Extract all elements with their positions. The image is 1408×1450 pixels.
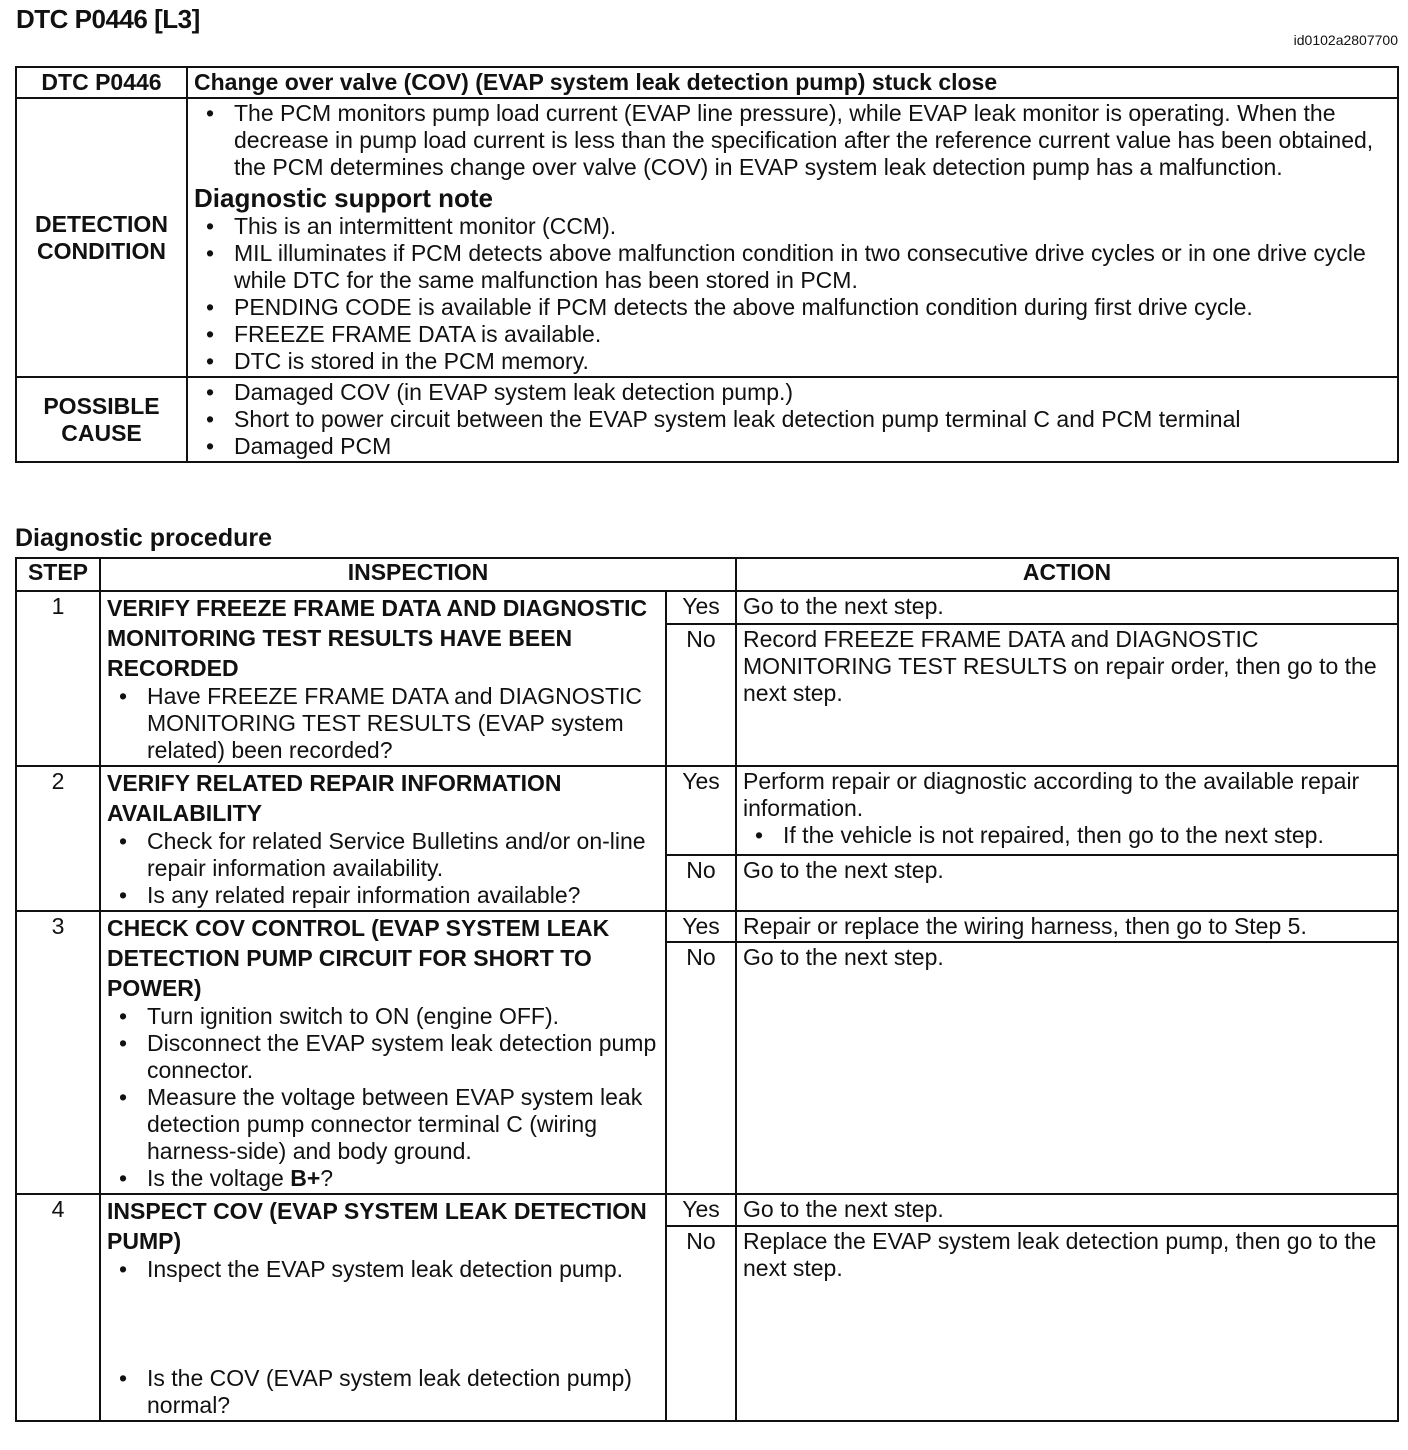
yes-action: Go to the next step. [736,1194,1398,1226]
support-bullet: • DTC is stored in the PCM memory. [194,348,1391,375]
support-bullet: • FREEZE FRAME DATA is available. [194,321,1391,348]
inspection-bullet: • Is any related repair information available? [107,882,659,909]
no-label: No [666,1226,736,1421]
step-number: 3 [16,911,100,1194]
step-number: 2 [16,766,100,911]
cause-label-line-2: CAUSE [61,419,142,446]
inspection-bullet: • Disconnect the EVAP system leak detection pump connector. [107,1030,659,1084]
inspection-bullet [107,1165,659,1192]
inspection-bullet: • Measure the voltage between EVAP system leak detection pump connector terminal C (wiring harness-side) and body ground. [107,1084,659,1165]
action-header: ACTION [736,558,1398,591]
inspection-title: INSPECT COV (EVAP SYSTEM LEAK DETECTION PUMP) [107,1198,647,1254]
possible-cause-content [187,377,1398,462]
dtc-title: Change over valve (COV) (EVAP system leak detection pump) stuck close [187,67,1398,98]
no-label: No [666,855,736,911]
no-action: Go to the next step. [736,855,1398,911]
step-inspection [100,1194,666,1421]
yes-label: Yes [666,591,736,624]
step-inspection [100,911,666,1194]
yes-action [736,766,1398,855]
possible-cause-label [16,377,187,462]
page-title: DTC P0446 [L3] [16,4,200,34]
no-action: Replace the EVAP system leak detection pump, then go to the next step. [736,1226,1398,1421]
voltage-value: B+ [290,1165,321,1191]
cause-bullet: • Short to power circuit between the EVAP system leak detection pump terminal C and PCM terminal [194,406,1391,433]
yes-label: Yes [666,911,736,942]
inspection-bullet: • Have FREEZE FRAME DATA and DIAGNOSTIC MONITORING TEST RESULTS (EVAP system related) been recorded? [107,683,659,764]
support-note-title: Diagnostic support note [194,183,493,213]
yes-action-bullet: • If the vehicle is not repaired, then go to the next step. [743,822,1391,849]
inspection-bullet: • Inspect the EVAP system leak detection pump. [107,1256,659,1283]
dtc-header-row [16,67,1398,98]
cause-label-line-1: POSSIBLE [43,392,160,419]
inspection-title: VERIFY FREEZE FRAME DATA AND DIAGNOSTIC MONITORING TEST RESULTS HAVE BEEN RECORDED [107,595,648,681]
detection-condition-label [16,98,187,377]
procedure-header-row [16,558,1398,591]
support-bullet: • PENDING CODE is available if PCM detects the above malfunction condition during first drive cycle. [194,294,1391,321]
possible-cause-row [16,377,1398,462]
diagnostic-procedure-title: Diagnostic procedure [15,524,272,552]
step-4-yes-row [16,1194,1398,1226]
detection-condition-row [16,98,1398,377]
yes-label: Yes [666,766,736,855]
support-bullet: • MIL illuminates if PCM detects above malfunction condition in two consecutive drive cycles or in one drive cycle while DTC for the same malfunction has been stored in PCM. [194,240,1391,294]
yes-action: Repair or replace the wiring harness, then go to Step 5. [736,911,1398,942]
inspection-bullet: • Check for related Service Bulletins and/or on-line repair information availability. [107,828,659,882]
dtc-summary-table [15,66,1399,463]
diagnostic-procedure-table [15,557,1399,1422]
no-action: Record FREEZE FRAME DATA and DIAGNOSTIC MONITORING TEST RESULTS on repair order, then go to the next step. [736,624,1398,766]
support-bullet: • This is an intermittent monitor (CCM). [194,213,1391,240]
detection-bullet: • The PCM monitors pump load current (EVAP line pressure), while EVAP leak monitor is operating. When the decrease in pump load current is less than the specification after the reference current value has been obtained, the PCM determines change over valve (COV) in EVAP system leak detection pump has a malfunction. [194,100,1391,181]
no-label: No [666,942,736,1194]
step-1-yes-row [16,591,1398,624]
step-inspection [100,591,666,766]
detection-label-line-2: CONDITION [36,237,167,264]
inspection-bullet: • Is the COV (EVAP system leak detection pump) normal? [107,1365,659,1419]
cause-bullet: • Damaged COV (in EVAP system leak detection pump.) [194,379,1391,406]
step-inspection [100,766,666,911]
inspection-header: INSPECTION [100,558,736,591]
no-label: No [666,624,736,766]
inspection-title: CHECK COV CONTROL (EVAP SYSTEM LEAK DETECTION PUMP CIRCUIT FOR SHORT TO POWER) [107,915,610,1001]
step-2-yes-row [16,766,1398,855]
yes-action: Go to the next step. [736,591,1398,624]
inspection-bullet: • Turn ignition switch to ON (engine OFF). [107,1003,659,1030]
yes-action-text: Perform repair or diagnostic according to the available repair information. [743,768,1360,821]
step-number: 4 [16,1194,100,1421]
step-number: 1 [16,591,100,766]
bullet-text: ? [320,1165,334,1191]
bullet-text: Is the voltage [147,1165,291,1191]
document-id: id0102a2807700 [1293,32,1398,48]
inspection-title: VERIFY RELATED REPAIR INFORMATION AVAILABILITY [107,770,562,826]
spacer [107,1283,659,1365]
step-header: STEP [16,558,100,591]
detection-label-line-1: DETECTION [35,210,168,237]
yes-label: Yes [666,1194,736,1226]
no-action: Go to the next step. [736,942,1398,1194]
detection-condition-content [187,98,1398,377]
step-3-yes-row [16,911,1398,942]
dtc-code: DTC P0446 [16,67,187,98]
cause-bullet: • Damaged PCM [194,433,1391,460]
